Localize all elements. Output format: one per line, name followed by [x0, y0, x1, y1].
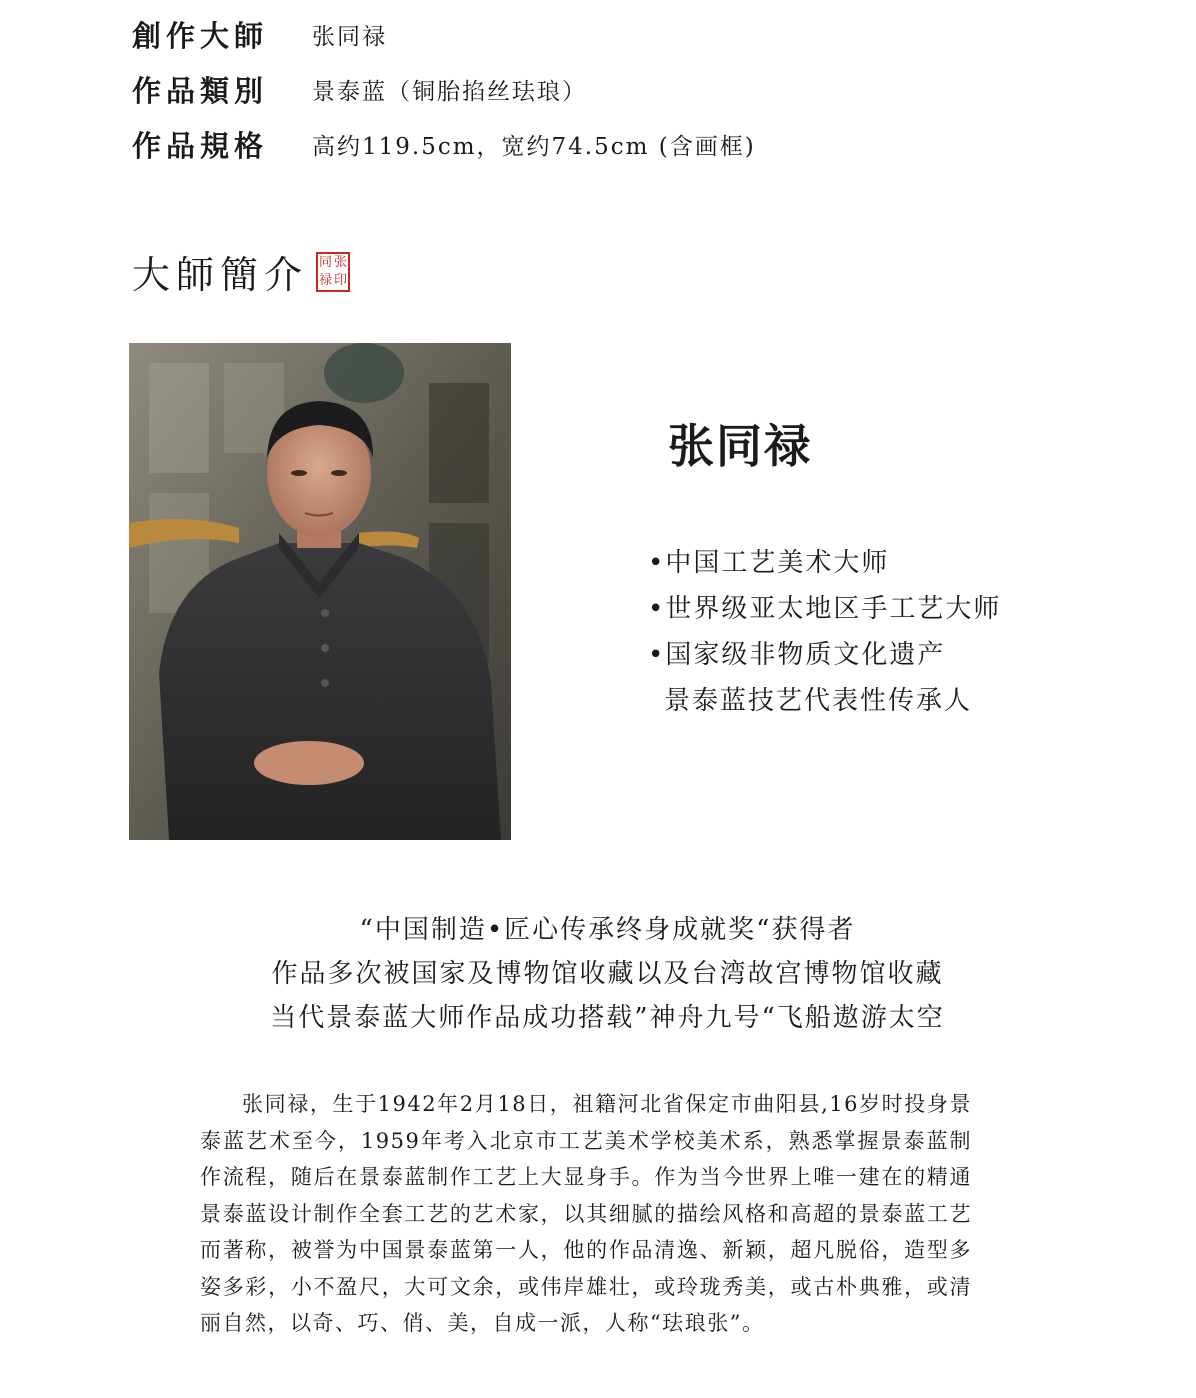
- spec-row-dimensions: [132, 124, 756, 164]
- spec-value: 景泰蓝（铜胎掐丝珐琅）: [312, 78, 587, 105]
- section-title: [132, 244, 350, 299]
- seal-char: 禄: [319, 273, 333, 288]
- master-name: 张同禄: [668, 419, 812, 473]
- spec-label: 創作大師: [132, 18, 269, 53]
- title-item: •世界级亚太地区手工艺大师: [648, 594, 1002, 624]
- seal-stamp-icon: [316, 252, 350, 292]
- seal-char: 同: [319, 255, 333, 270]
- spec-row-artist: [132, 14, 387, 54]
- spec-row-category: [132, 69, 587, 109]
- master-portrait-photo: [129, 343, 511, 840]
- award-line: 当代景泰蓝大师作品成功搭载”神舟九号“飞船遨游太空: [270, 1003, 945, 1033]
- title-item: 景泰蓝技艺代表性传承人: [664, 686, 973, 716]
- section-title-text: 大師簡介: [132, 253, 309, 297]
- spec-value: 张同禄: [312, 23, 387, 50]
- biography-paragraph: 张同禄，生于1942年2月18日，祖籍河北省保定市曲阳县,16岁时投身景泰蓝艺术至今，1959年考入北京市工艺美术学校美术系，熟悉掌握景泰蓝制作流程，随后在景泰蓝制作工艺上大显身手。作为当今世界上唯一建在的精通景泰蓝设计制作全套工艺的艺术家，以其细腻的描绘风格和高超的景泰蓝工艺而著称，被誉为中国景泰蓝第一人，他的作品清逸、新颖，超凡脱俗，造型多姿多彩，小不盈尺，大可文余，或伟岸雄壮，或玲珑秀美，或古朴典雅，或清丽自然，以奇、巧、俏、美，自成一派，人称“珐琅张”。: [200, 1092, 972, 1335]
- seal-char: 张: [334, 255, 348, 270]
- seal-char: 印: [334, 273, 348, 288]
- spec-label: 作品規格: [132, 128, 269, 163]
- awards-block: [150, 908, 1065, 1040]
- spec-value: 高约119.5cm，宽约74.5cm (含画框): [312, 133, 756, 160]
- title-item: •中国工艺美术大师: [648, 548, 890, 578]
- award-line: “中国制造•匠心传承终身成就奖“获得者: [359, 915, 856, 945]
- spec-label: 作品類別: [132, 73, 269, 108]
- master-titles-list: [648, 540, 1001, 724]
- title-item: •国家级非物质文化遗产: [648, 640, 946, 670]
- award-line: 作品多次被国家及博物馆收藏以及台湾故宫博物馆收藏: [271, 959, 944, 989]
